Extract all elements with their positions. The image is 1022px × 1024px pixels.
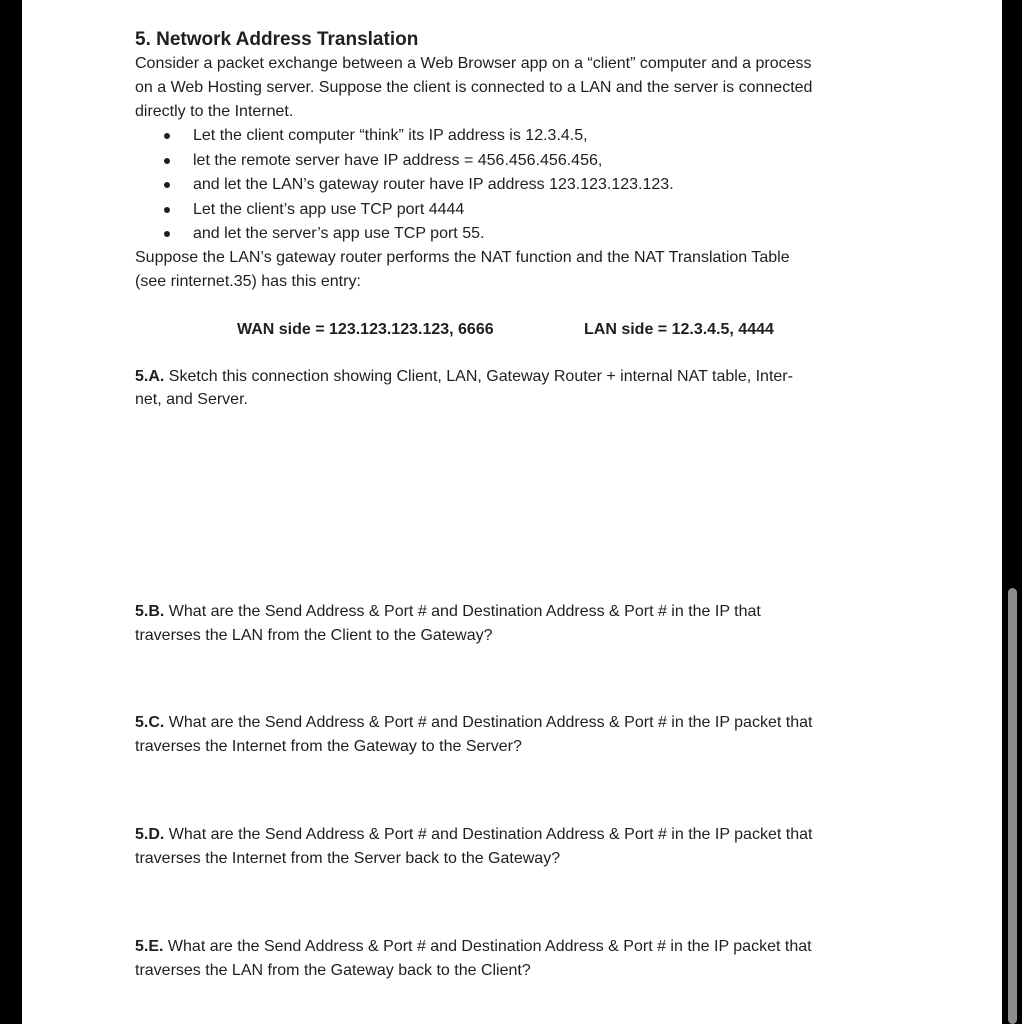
intro-line-1: Consider a packet exchange between a Web Browser app on a “client” computer and a process (135, 55, 812, 72)
question-label: 5.A. (135, 368, 165, 385)
nat-intro-line-1: Suppose the LAN’s gateway router performs the NAT function and the NAT Translation Table (135, 249, 790, 266)
bullet-icon (164, 182, 170, 188)
list-item-text: Let the client’s app use TCP port 4444 (193, 200, 465, 218)
list-item (162, 222, 674, 247)
bullet-icon (164, 207, 170, 213)
list-item (162, 173, 674, 198)
nat-wan-entry: WAN side = 123.123.123.123, 6666 (237, 321, 494, 338)
question-5c (135, 711, 812, 735)
question-text: What are the Send Address & Port # and Destination Address & Port # in the IP packet that (164, 714, 813, 731)
question-label: 5.B. (135, 603, 165, 620)
question-text: What are the Send Address & Port # and Destination Address & Port # in the IP packet that (164, 826, 813, 843)
question-label: 5.E. (135, 938, 164, 955)
list-item-text: and let the LAN’s gateway router have IP address 123.123.123.123. (193, 176, 674, 194)
question-text: What are the Send Address & Port # and Destination Address & Port # in the IP packet that (163, 938, 812, 955)
question-5c-continued: traverses the Internet from the Gateway to the Server? (135, 738, 522, 755)
bullet-icon (164, 133, 170, 139)
question-5a (135, 365, 793, 389)
list-item-text: let the remote server have IP address = 456.456.456.456, (193, 151, 603, 169)
document-page (22, 0, 1002, 1024)
bullet-icon (164, 231, 170, 237)
list-item (162, 149, 674, 174)
question-5b (135, 600, 761, 624)
question-5e-continued: traverses the LAN from the Gateway back to the Client? (135, 962, 531, 979)
section-title: 5. Network Address Translation (135, 29, 419, 50)
list-item (162, 198, 674, 223)
question-5a-continued: net, and Server. (135, 391, 248, 408)
question-text: Sketch this connection showing Client, LAN, Gateway Router + internal NAT table, Inter- (164, 368, 793, 385)
nat-intro-line-2: (see rinternet.35) has this entry: (135, 273, 361, 290)
question-5d (135, 823, 812, 847)
question-label: 5.D. (135, 826, 165, 843)
assumption-list (162, 124, 674, 247)
question-5b-continued: traverses the LAN from the Client to the Gateway? (135, 627, 493, 644)
nat-lan-entry: LAN side = 12.3.4.5, 4444 (584, 321, 774, 338)
intro-line-2: on a Web Hosting server. Suppose the client is connected to a LAN and the server is connected (135, 79, 813, 96)
question-label: 5.C. (135, 714, 165, 731)
bullet-icon (164, 158, 170, 164)
intro-line-3: directly to the Internet. (135, 103, 294, 120)
question-text: What are the Send Address & Port # and Destination Address & Port # in the IP that (164, 603, 761, 620)
question-5d-continued: traverses the Internet from the Server back to the Gateway? (135, 850, 561, 867)
list-item (162, 124, 674, 149)
list-item-text: and let the server’s app use TCP port 55. (193, 225, 485, 243)
vertical-scrollbar[interactable] (1008, 588, 1017, 1024)
question-5e (135, 935, 812, 959)
list-item-text: Let the client computer “think” its IP address is 12.3.4.5, (193, 127, 588, 144)
